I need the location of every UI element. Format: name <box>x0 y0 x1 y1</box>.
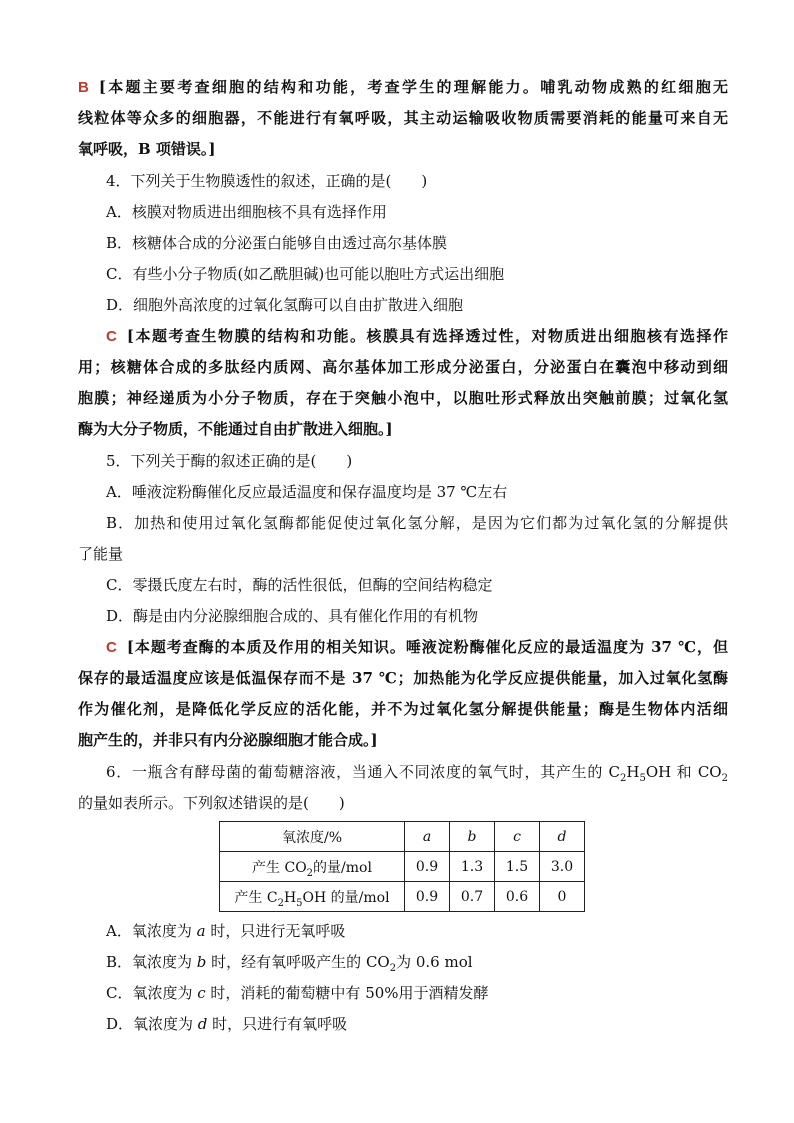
q5-option-a: A．唾液淀粉酶催化反应最适温度和保存温度均是 37 ℃左右 <box>106 483 508 501</box>
q4-option-d: D．细胞外高浓度的过氧化氢酶可以自由扩散进入细胞 <box>106 296 464 314</box>
q6-stem-line-2: 的量如表所示。下列叙述错误的是( ) <box>78 794 345 812</box>
q6-option-b: B．氧浓度为 b 时，经有氧呼吸产生的 $CO_2$为 0.6 mol <box>106 953 473 974</box>
q5-option-d: D．酶是由内分泌腺细胞合成的、具有催化作用的有机物 <box>106 607 479 625</box>
q5-answer-text-1: [本题考查酶的本质及作用的相关知识。唾液淀粉酶催化反应的最适温度为 37 ℃，但 <box>126 638 728 656</box>
q3-answer-line-3: 氧呼吸，B 项错误。] <box>78 140 216 158</box>
table-col-a: a <box>405 822 450 852</box>
q5-answer-letter: C <box>106 639 117 656</box>
q6-option-c: C．氧浓度为 c 时，消耗的葡萄糖中有 50%用于酒精发酵 <box>106 984 489 1002</box>
table-row-co2-label: 产生 $CO_2$的量/mol <box>220 852 405 882</box>
q3-answer-text-1: [本题主要考查细胞的结构和功能，考查学生的理解能力。哺乳动物成熟的红细胞无 <box>98 78 728 96</box>
q4-answer-line-2: 用；核糖体合成的多肽经内质网、高尔基体加工形成分泌蛋白，分泌蛋白在囊泡中移动到细 <box>78 358 728 376</box>
q5-answer-line-4: 胞产生的，并非只有内分泌腺细胞才能合成。] <box>78 731 378 749</box>
q4-answer-line-3: 胞膜；神经递质为小分子物质，存在于突触小泡中，以胞吐形式释放出突触前膜；过氧化氢 <box>78 389 728 407</box>
q4-answer-line-4: 酶为大分子物质，不能通过自由扩散进入细胞。] <box>78 420 393 438</box>
q4-answer-line-1 <box>106 325 728 348</box>
q3-answer-line-2: 线粒体等众多的细胞器，不能进行有氧呼吸，其主动运输吸收物质需要消耗的能量可来自无 <box>78 109 728 127</box>
table-header-label: 氧浓度/% <box>220 822 405 852</box>
table-col-c: c <box>495 822 540 852</box>
q5-option-b-cont: 了能量 <box>78 545 124 563</box>
q4-option-b: B．核糖体合成的分泌蛋白能够自由透过高尔基体膜 <box>106 234 448 252</box>
table-cell: 1.3 <box>450 852 495 882</box>
table-cell: 0.6 <box>495 882 540 912</box>
table-cell: 0.7 <box>450 882 495 912</box>
table-row <box>220 882 585 912</box>
table-cell: 0.9 <box>405 882 450 912</box>
q6-option-a: A．氧浓度为 a 时，只进行无氧呼吸 <box>106 922 346 940</box>
q5-answer-line-3: 作为催化剂，是降低化学反应的活化能，并不为过氧化氢分解提供能量；酶是生物体内活细 <box>78 700 728 718</box>
q6-stem-line-1: 6．一瓶含有酵母菌的葡萄糖溶液，当通入不同浓度的氧气时，其产生的 $C_2H_5OH$ 和 $CO_2$ <box>106 763 728 784</box>
q4-stem: 4．下列关于生物膜透性的叙述，正确的是( ) <box>106 172 428 190</box>
table-col-b: b <box>450 822 495 852</box>
table-cell: 1.5 <box>495 852 540 882</box>
q4-option-c: C．有些小分子物质(如乙酰胆碱)也可能以胞吐方式运出细胞 <box>106 265 505 283</box>
q4-option-a: A．核膜对物质进出细胞核不具有选择作用 <box>106 203 387 221</box>
q6-option-d: D．氧浓度为 d 时，只进行有氧呼吸 <box>106 1015 348 1033</box>
table-row-ethanol-label: 产生 $C_2H_5OH$ 的量/mol <box>220 882 405 912</box>
table-cell: 0 <box>540 882 585 912</box>
table-cell: 3.0 <box>540 852 585 882</box>
table-row <box>220 822 585 852</box>
q5-answer-line-1 <box>106 636 728 659</box>
table-cell: 0.9 <box>405 852 450 882</box>
q4-answer-text-1: [本题考查生物膜的结构和功能。核膜具有选择透过性，对物质进出细胞核有选择作 <box>126 327 728 345</box>
q5-option-b: B．加热和使用过氧化氢酶都能促使过氧化氢分解，是因为它们都为过氧化氢的分解提供 <box>106 514 728 532</box>
q4-answer-letter: C <box>106 328 117 345</box>
oxygen-data-table <box>219 821 585 912</box>
q5-option-c: C．零摄氏度左右时，酶的活性很低，但酶的空间结构稳定 <box>106 576 493 594</box>
table-col-d: d <box>540 822 585 852</box>
table-row <box>220 852 585 882</box>
q3-answer-line-1 <box>78 76 728 99</box>
q5-answer-line-2: 保存的最适温度应该是低温保存而不是 37 ℃；加热能为化学反应提供能量，加入过氧化氢酶 <box>78 669 728 687</box>
q5-stem: 5．下列关于酶的叙述正确的是( ) <box>106 452 353 470</box>
q3-answer-letter: B <box>78 79 89 96</box>
